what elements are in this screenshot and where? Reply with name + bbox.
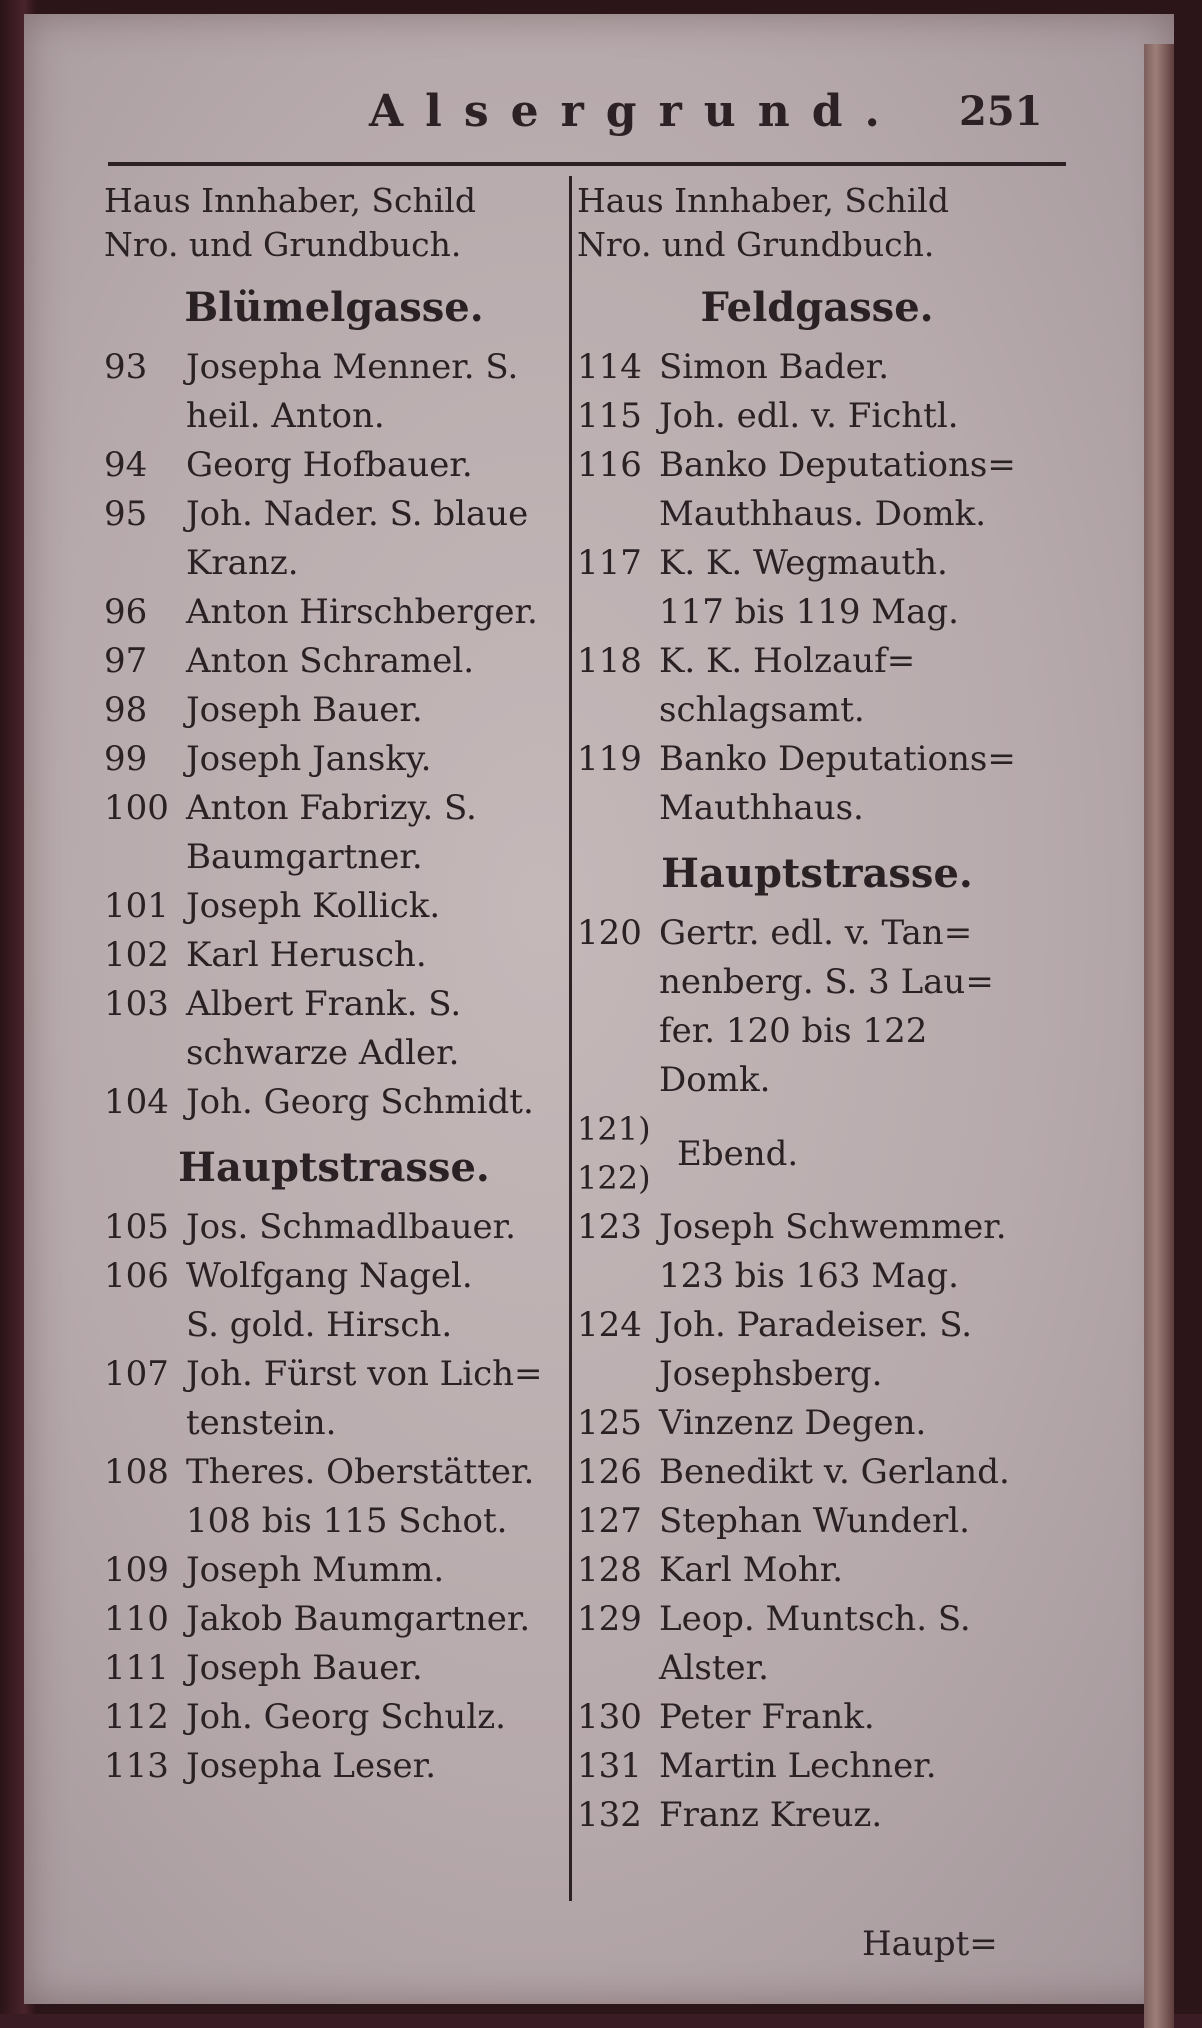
entry-text <box>659 735 1016 833</box>
right-column <box>577 179 1057 1840</box>
entry-line: Joseph Bauer. <box>186 1648 423 1688</box>
header-rule <box>108 162 1066 166</box>
list-item <box>104 1546 564 1595</box>
house-number: 96 <box>104 592 148 632</box>
entry-text <box>659 909 994 1105</box>
entry-line: Domk. <box>659 1060 771 1100</box>
house-number: 119 <box>577 739 642 779</box>
house-number: 98 <box>104 690 148 730</box>
column-divider <box>569 176 572 1901</box>
list-item <box>104 1595 564 1644</box>
list-item <box>104 441 564 490</box>
page <box>24 14 1174 2004</box>
house-number: 123 <box>577 1207 642 1247</box>
entry-line: K. K. Holzauf= <box>659 641 916 681</box>
entry-line: heil. Anton. <box>186 396 385 436</box>
entry-line: tenstein. <box>186 1403 337 1443</box>
column-header-line-2: Nro. und Grundbuch. <box>577 225 935 264</box>
list-item <box>104 931 564 980</box>
entry-text <box>659 1742 937 1791</box>
entry-line: Joh. Nader. S. blaue <box>186 494 529 534</box>
house-number: 129 <box>577 1599 642 1639</box>
house-number: 99 <box>104 739 148 779</box>
house-number: 105 <box>104 1207 169 1247</box>
entry-text <box>659 1448 1010 1497</box>
house-number: 113 <box>104 1746 169 1786</box>
entry-line: Banko Deputations= <box>659 739 1016 779</box>
entry-line: Anton Schramel. <box>186 641 475 681</box>
entry-line: Leop. Muntsch. S. <box>659 1599 971 1639</box>
entry-line: Gertr. edl. v. Tan= <box>659 913 973 953</box>
entry-text <box>186 784 477 882</box>
entry-line: Benedikt v. Gerland. <box>659 1452 1010 1492</box>
house-number: 104 <box>104 1082 169 1122</box>
entry-text <box>659 637 915 735</box>
entry-line: Joh. Georg Schmidt. <box>186 1082 534 1122</box>
entry-line: Peter Frank. <box>659 1697 875 1737</box>
entry-text <box>659 441 1016 539</box>
entry-text <box>659 1791 882 1840</box>
house-number: 95 <box>104 494 148 534</box>
entry-line: Jakob Baumgartner. <box>186 1599 531 1639</box>
entry-line: K. K. Wegmauth. <box>659 543 948 583</box>
house-numbers <box>577 1105 677 1203</box>
page-edge <box>1144 44 1174 2028</box>
list-item <box>104 637 564 686</box>
entry-text <box>659 1399 926 1448</box>
entry-line: Josephsberg. <box>659 1354 883 1394</box>
entry-line: Joh. Fürst von Lich= <box>186 1354 543 1394</box>
list-item <box>104 784 564 882</box>
list-item <box>577 1203 1057 1301</box>
entry-text <box>186 1252 473 1350</box>
house-number: 132 <box>577 1795 642 1835</box>
street-heading: Hauptstrasse. <box>178 1144 490 1191</box>
entry-text <box>659 1595 971 1693</box>
entry-line: 117 bis 119 Mag. <box>659 592 959 632</box>
entry-line: schlagsamt. <box>659 690 865 730</box>
entry-line: Banko Deputations= <box>659 445 1016 485</box>
list-item <box>577 1595 1057 1693</box>
list-item <box>577 1742 1057 1791</box>
list-item <box>577 343 1057 392</box>
entry-line: Kranz. <box>186 543 299 583</box>
street-heading: Blümelgasse. <box>184 284 484 331</box>
house-number: 125 <box>577 1403 642 1443</box>
house-number: 102 <box>104 935 169 975</box>
house-number: 106 <box>104 1256 169 1296</box>
entry-text <box>186 735 432 784</box>
entry-line: nenberg. S. 3 Lau= <box>659 962 994 1002</box>
entry-text <box>659 392 959 441</box>
house-number: 126 <box>577 1452 642 1492</box>
list-item <box>104 1203 564 1252</box>
entry-line: Anton Hirschberger. <box>186 592 538 632</box>
list-item <box>104 490 564 588</box>
entry-text <box>186 1448 534 1546</box>
list-item <box>577 1301 1057 1399</box>
entry-line: 123 bis 163 Mag. <box>659 1256 959 1296</box>
house-number: 110 <box>104 1599 169 1639</box>
entry-line: Joh. Georg Schulz. <box>186 1697 506 1737</box>
list-item <box>577 1399 1057 1448</box>
list-item <box>577 909 1057 1105</box>
entry-line: Joseph Schwemmer. <box>659 1207 1007 1247</box>
column-header-line-1: Haus Innhaber, Schild <box>104 181 476 220</box>
entry-text <box>186 686 423 735</box>
list-item <box>104 1644 564 1693</box>
house-number: 108 <box>104 1452 169 1492</box>
entry-text <box>186 1350 543 1448</box>
house-number: 121) <box>577 1110 651 1148</box>
entry-text <box>659 343 889 392</box>
entry-text: Ebend. <box>677 1133 799 1174</box>
list-item <box>577 735 1057 833</box>
column-header-line-2: Nro. und Grundbuch. <box>104 225 462 264</box>
entry-line: Mauthhaus. <box>659 788 864 828</box>
list-item <box>104 735 564 784</box>
list-item <box>577 637 1057 735</box>
entry-text <box>659 539 959 637</box>
house-number: 124 <box>577 1305 642 1345</box>
house-number: 101 <box>104 886 169 926</box>
entry-text <box>186 637 474 686</box>
list-item <box>577 1791 1057 1840</box>
entry-line: Joseph Kollick. <box>186 886 441 926</box>
list-item <box>104 1693 564 1742</box>
entry-line: Joh. Paradeiser. S. <box>659 1305 973 1345</box>
entry-line: Josepha Menner. S. <box>186 347 519 387</box>
list-item <box>104 686 564 735</box>
house-number: 127 <box>577 1501 642 1541</box>
entry-text <box>186 1644 423 1693</box>
entry-line: Georg Hofbauer. <box>186 445 473 485</box>
list-item <box>577 1448 1057 1497</box>
list-item <box>104 882 564 931</box>
list-item <box>577 1546 1057 1595</box>
entry-line: Martin Lechner. <box>659 1746 937 1786</box>
entry-text <box>659 1203 1007 1301</box>
entry-line: fer. 120 bis 122 <box>659 1011 928 1051</box>
list-item <box>577 392 1057 441</box>
right-entries <box>577 273 1057 1840</box>
house-number: 128 <box>577 1550 642 1590</box>
house-number: 103 <box>104 984 169 1024</box>
house-number: 115 <box>577 396 642 436</box>
entry-line: Joh. edl. v. Fichtl. <box>659 396 959 436</box>
left-entries <box>104 273 564 1791</box>
page-number: 251 <box>959 88 1043 135</box>
list-item <box>104 1350 564 1448</box>
house-number: 109 <box>104 1550 169 1590</box>
entry-text <box>186 490 528 588</box>
entry-line: Karl Herusch. <box>186 935 427 975</box>
entry-line: schwarze Adler. <box>186 1033 460 1073</box>
entry-text <box>186 588 538 637</box>
list-item <box>577 539 1057 637</box>
entry-line: Joseph Jansky. <box>186 739 432 779</box>
entry-text <box>186 1595 530 1644</box>
entry-line: Stephan Wunderl. <box>659 1501 970 1541</box>
entry-line: Joseph Bauer. <box>186 690 423 730</box>
entry-line: Albert Frank. S. <box>186 984 462 1024</box>
street-heading: Hauptstrasse. <box>661 850 973 897</box>
running-head <box>24 86 1174 146</box>
list-item-range <box>577 1105 1057 1203</box>
house-number: 97 <box>104 641 148 681</box>
entry-text <box>186 1203 516 1252</box>
house-number: 100 <box>104 788 169 828</box>
house-number: 93 <box>104 347 148 387</box>
house-number: 94 <box>104 445 148 485</box>
house-number: 122) <box>577 1159 651 1197</box>
entry-text <box>186 1078 534 1127</box>
street-heading: Feldgasse. <box>700 284 934 331</box>
house-number: 114 <box>577 347 642 387</box>
entry-line: S. gold. Hirsch. <box>186 1305 453 1345</box>
list-item <box>104 1742 564 1791</box>
list-item <box>104 588 564 637</box>
entry-line: 108 bis 115 Schot. <box>186 1501 508 1541</box>
running-head-title: Alsergrund. <box>369 86 902 137</box>
entry-line: Baumgartner. <box>186 837 423 877</box>
entry-text <box>186 1742 436 1791</box>
list-item <box>104 1078 564 1127</box>
column-header-line-1: Haus Innhaber, Schild <box>577 181 949 220</box>
entry-line: Wolfgang Nagel. <box>186 1256 473 1296</box>
entry-text <box>186 1693 506 1742</box>
list-item <box>577 441 1057 539</box>
list-item <box>577 1497 1057 1546</box>
entry-line: Jos. Schmadlbauer. <box>186 1207 516 1247</box>
entry-line: Anton Fabrizy. S. <box>186 788 477 828</box>
entry-line: Simon Bader. <box>659 347 890 387</box>
catchword: Haupt= <box>862 1924 998 1964</box>
entry-line: Theres. Oberstätter. <box>186 1452 535 1492</box>
entry-text <box>186 343 518 441</box>
entry-line: Franz Kreuz. <box>659 1795 883 1835</box>
entry-line: Vinzenz Degen. <box>659 1403 927 1443</box>
house-number: 112 <box>104 1697 169 1737</box>
left-column <box>104 179 564 1791</box>
house-number: 117 <box>577 543 642 583</box>
house-number: 116 <box>577 445 642 485</box>
entry-text <box>659 1301 972 1399</box>
house-number: 131 <box>577 1746 642 1786</box>
list-item <box>104 1448 564 1546</box>
house-number: 130 <box>577 1697 642 1737</box>
entry-text <box>659 1497 970 1546</box>
entry-text <box>186 882 440 931</box>
entry-line: Mauthhaus. Domk. <box>659 494 987 534</box>
entry-text <box>186 931 427 980</box>
list-item <box>104 980 564 1078</box>
entry-line: Alster. <box>659 1648 769 1688</box>
list-item <box>577 1693 1057 1742</box>
house-number: 118 <box>577 641 642 681</box>
entry-text <box>186 1546 444 1595</box>
entry-text <box>659 1546 843 1595</box>
entry-line: Josepha Leser. <box>186 1746 437 1786</box>
list-item <box>104 343 564 441</box>
entry-line: Karl Mohr. <box>659 1550 844 1590</box>
entry-text <box>186 980 461 1078</box>
entry-line: Joseph Mumm. <box>186 1550 445 1590</box>
entry-text <box>186 441 473 490</box>
entry-text <box>659 1693 875 1742</box>
list-item <box>104 1252 564 1350</box>
house-number: 111 <box>104 1648 169 1688</box>
house-number: 120 <box>577 913 642 953</box>
house-number: 107 <box>104 1354 169 1394</box>
